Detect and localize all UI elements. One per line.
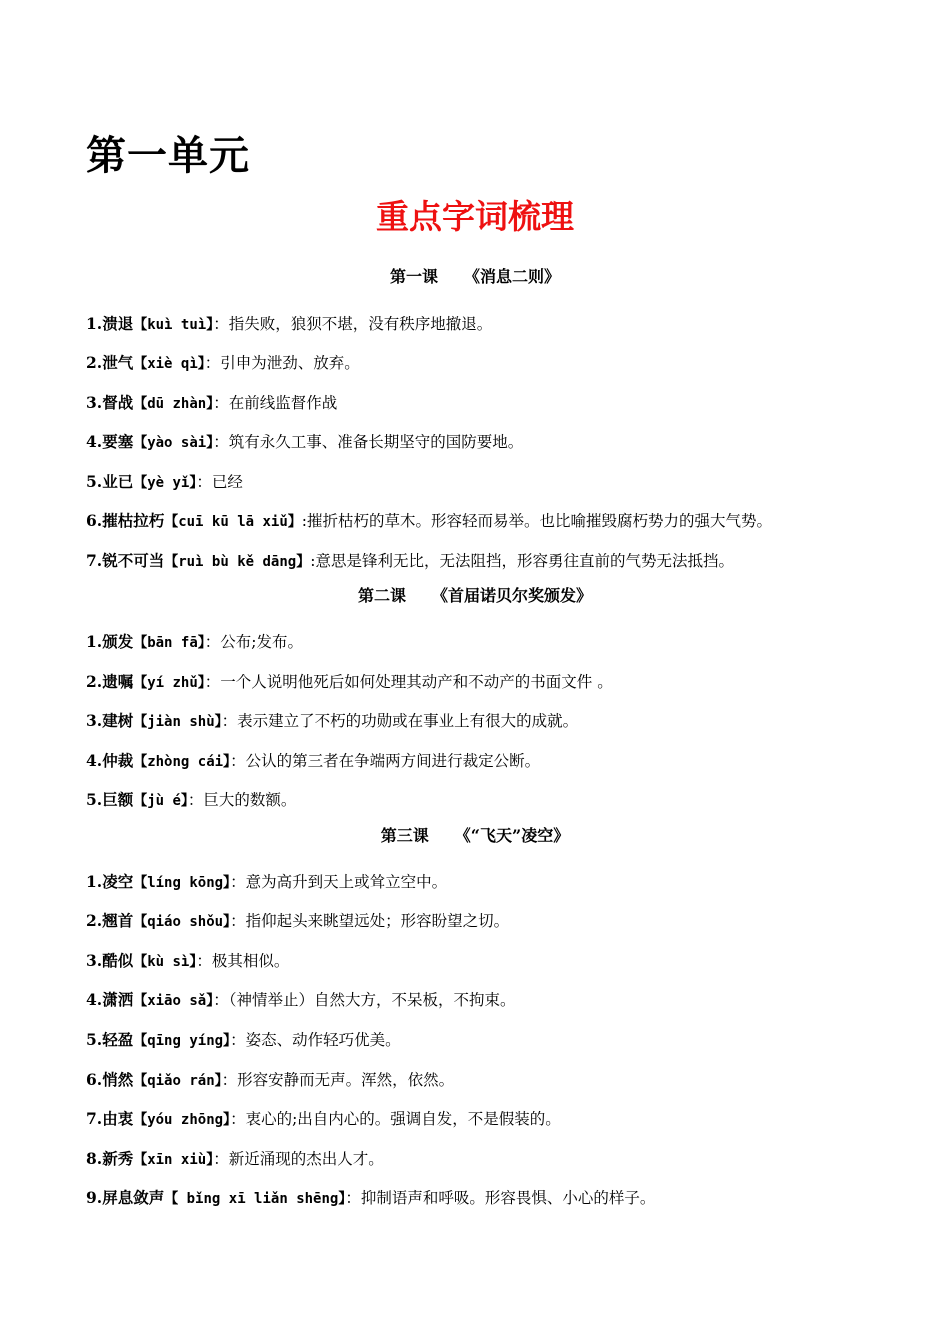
- entry-pinyin: 【cuī kū lā xiǔ】: [164, 514, 302, 530]
- entry-pinyin: 【yí zhǔ】: [133, 675, 205, 691]
- entry-word: 翘首: [102, 911, 134, 930]
- entry-definition: ：公布;发布。: [204, 633, 304, 651]
- entry-definition: ：已经: [196, 473, 243, 491]
- entry-number: 3.: [86, 711, 103, 730]
- vocab-entry: [86, 1147, 890, 1172]
- vocab-entry: [86, 391, 890, 416]
- vocab-entry: [86, 670, 890, 695]
- vocab-entry: [86, 549, 890, 574]
- entry-number: 5.: [86, 790, 103, 809]
- lesson-heading-3: [0, 824, 950, 848]
- entry-pinyin: 【líng kōng】: [133, 875, 231, 891]
- unit-title: 第一单元: [86, 133, 250, 179]
- entry-definition: ：意为高升到天上或耸立空中。: [230, 873, 448, 891]
- vocab-entry: [86, 1028, 890, 1053]
- entry-word: 由衷: [102, 1109, 134, 1128]
- lesson-title: 《“飞天”凌空》: [454, 826, 570, 845]
- entry-pinyin: 【yè yǐ】: [133, 475, 197, 491]
- entry-pinyin: 【xiè qì】: [133, 356, 205, 372]
- vocab-entry: [86, 1068, 890, 1093]
- entry-definition: ：一个人说明他死后如何处理其动产和不动产的书面文件 。: [204, 673, 613, 691]
- entry-pinyin: 【qiáo shǒu】: [133, 914, 231, 930]
- entry-number: 4.: [86, 432, 103, 451]
- vocab-entry: [86, 470, 890, 495]
- entry-number: 3.: [86, 393, 103, 412]
- entry-definition: ：引申为泄劲、放弃。: [204, 354, 360, 372]
- entry-definition: ：巨大的数额。: [187, 791, 297, 809]
- entry-number: 6.: [86, 511, 103, 530]
- entry-word: 凌空: [102, 872, 134, 891]
- entry-number: 1.: [86, 314, 103, 333]
- entry-number: 7.: [86, 1109, 103, 1128]
- entry-number: 5.: [86, 1030, 103, 1049]
- entry-word: 锐不可当: [102, 551, 165, 570]
- entry-pinyin: 【qiǎo rán】: [133, 1073, 222, 1089]
- entry-definition: ：形容安静而无声。浑然，依然。: [221, 1071, 455, 1089]
- entry-number: 8.: [86, 1149, 103, 1168]
- entry-number: 2.: [86, 353, 103, 372]
- entry-definition: ：指失败，狼狈不堪，没有秩序地撤退。: [213, 315, 493, 333]
- entry-definition: ：新近涌现的杰出人才。: [213, 1150, 384, 1168]
- entry-pinyin: 【jiàn shù】: [133, 714, 222, 730]
- entry-definition: ：衷心的;出自内心的。强调自发，不是假装的。: [230, 1110, 561, 1128]
- entry-pinyin: 【kù sì】: [133, 954, 197, 970]
- entry-definition: ：抑制语声和呼吸。形容畏惧、小心的样子。: [345, 1189, 656, 1207]
- vocab-entry: [86, 430, 890, 455]
- entry-number: 9.: [86, 1188, 103, 1207]
- entry-definition: ：公认的第三者在争端两方间进行裁定公断。: [230, 752, 541, 770]
- entry-definition: :摧折枯朽的草木。形容轻而易举。也比喻摧毁腐朽势力的强大气势。: [301, 512, 773, 530]
- entry-word: 酷似: [102, 951, 134, 970]
- lesson-number: 第一课: [389, 267, 438, 286]
- vocab-entry: [86, 630, 890, 655]
- lesson-title: 《消息二则》: [464, 267, 561, 286]
- entry-definition: ：（神情举止）自然大方，不呆板，不拘束。: [213, 991, 516, 1009]
- entry-pinyin: 【xiāo sǎ】: [133, 993, 214, 1009]
- vocab-entry: [86, 509, 890, 534]
- vocab-entry: [86, 1186, 890, 1211]
- vocab-entry: [86, 949, 890, 974]
- entry-definition: ：表示建立了不朽的功勋或在事业上有很大的成就。: [221, 712, 579, 730]
- vocab-entry: [86, 870, 890, 895]
- entry-pinyin: 【kuì tuì】: [133, 317, 214, 333]
- entry-number: 2.: [86, 672, 103, 691]
- entry-number: 1.: [86, 632, 103, 651]
- entry-word: 摧枯拉朽: [102, 511, 165, 530]
- entry-definition: ：指仰起头来眺望远处；形容盼望之切。: [230, 912, 510, 930]
- entry-pinyin: 【yóu zhōng】: [133, 1112, 231, 1128]
- entry-word: 轻盈: [102, 1030, 134, 1049]
- vocab-entry: [86, 749, 890, 774]
- entry-number: 5.: [86, 472, 103, 491]
- vocab-entry: [86, 909, 890, 934]
- entry-pinyin: 【 bǐng xī liǎn shēng】: [164, 1191, 346, 1207]
- entry-pinyin: 【jù é】: [133, 793, 188, 809]
- entry-pinyin: 【ruì bù kě dāng】: [164, 554, 311, 570]
- entry-word: 仲裁: [102, 751, 134, 770]
- entry-pinyin: 【bān fā】: [133, 635, 205, 651]
- entry-word: 建树: [102, 711, 134, 730]
- entry-word: 泄气: [102, 353, 134, 372]
- lesson-heading-2: [0, 584, 950, 608]
- entry-definition: ：姿态、动作轻巧优美。: [230, 1031, 401, 1049]
- entry-definition: ：在前线监督作战: [213, 394, 338, 412]
- entry-word: 巨额: [102, 790, 134, 809]
- entry-number: 6.: [86, 1070, 103, 1089]
- vocab-entry: [86, 1107, 890, 1132]
- entry-definition: :意思是锋利无比，无法阻挡，形容勇往直前的气势无法抵挡。: [310, 552, 734, 570]
- section-title: 重点字词梳理: [376, 197, 574, 236]
- entry-number: 7.: [86, 551, 103, 570]
- entry-word: 督战: [102, 393, 134, 412]
- lesson-title: 《首届诺贝尔奖颁发》: [432, 586, 593, 605]
- entry-word: 悄然: [102, 1070, 134, 1089]
- entry-number: 4.: [86, 751, 103, 770]
- entry-pinyin: 【dū zhàn】: [133, 396, 214, 412]
- entry-word: 屏息敛声: [102, 1188, 165, 1207]
- entry-word: 新秀: [102, 1149, 134, 1168]
- entry-number: 2.: [86, 911, 103, 930]
- entry-definition: ：筑有永久工事、准备长期坚守的国防要地。: [213, 433, 524, 451]
- entry-pinyin: 【zhòng cái】: [133, 754, 231, 770]
- entry-word: 颁发: [102, 632, 134, 651]
- entry-number: 4.: [86, 990, 103, 1009]
- entry-word: 业已: [102, 472, 134, 491]
- entry-pinyin: 【xīn xiù】: [133, 1152, 214, 1168]
- entry-pinyin: 【qīng yíng】: [133, 1033, 231, 1049]
- vocab-entry: [86, 988, 890, 1013]
- vocab-entry: [86, 709, 890, 734]
- entry-word: 要塞: [102, 432, 134, 451]
- entry-word: 潇洒: [102, 990, 134, 1009]
- vocab-entry: [86, 788, 890, 813]
- entry-word: 遗嘱: [102, 672, 134, 691]
- vocab-entry: [86, 312, 890, 337]
- entry-definition: ：极其相似。: [196, 952, 290, 970]
- entry-number: 3.: [86, 951, 103, 970]
- entry-word: 溃退: [102, 314, 134, 333]
- entry-pinyin: 【yào sài】: [133, 435, 214, 451]
- lesson-heading-1: [0, 265, 950, 289]
- vocab-entry: [86, 351, 890, 376]
- lesson-number: 第三课: [380, 826, 429, 845]
- entry-number: 1.: [86, 872, 103, 891]
- lesson-number: 第二课: [357, 586, 406, 605]
